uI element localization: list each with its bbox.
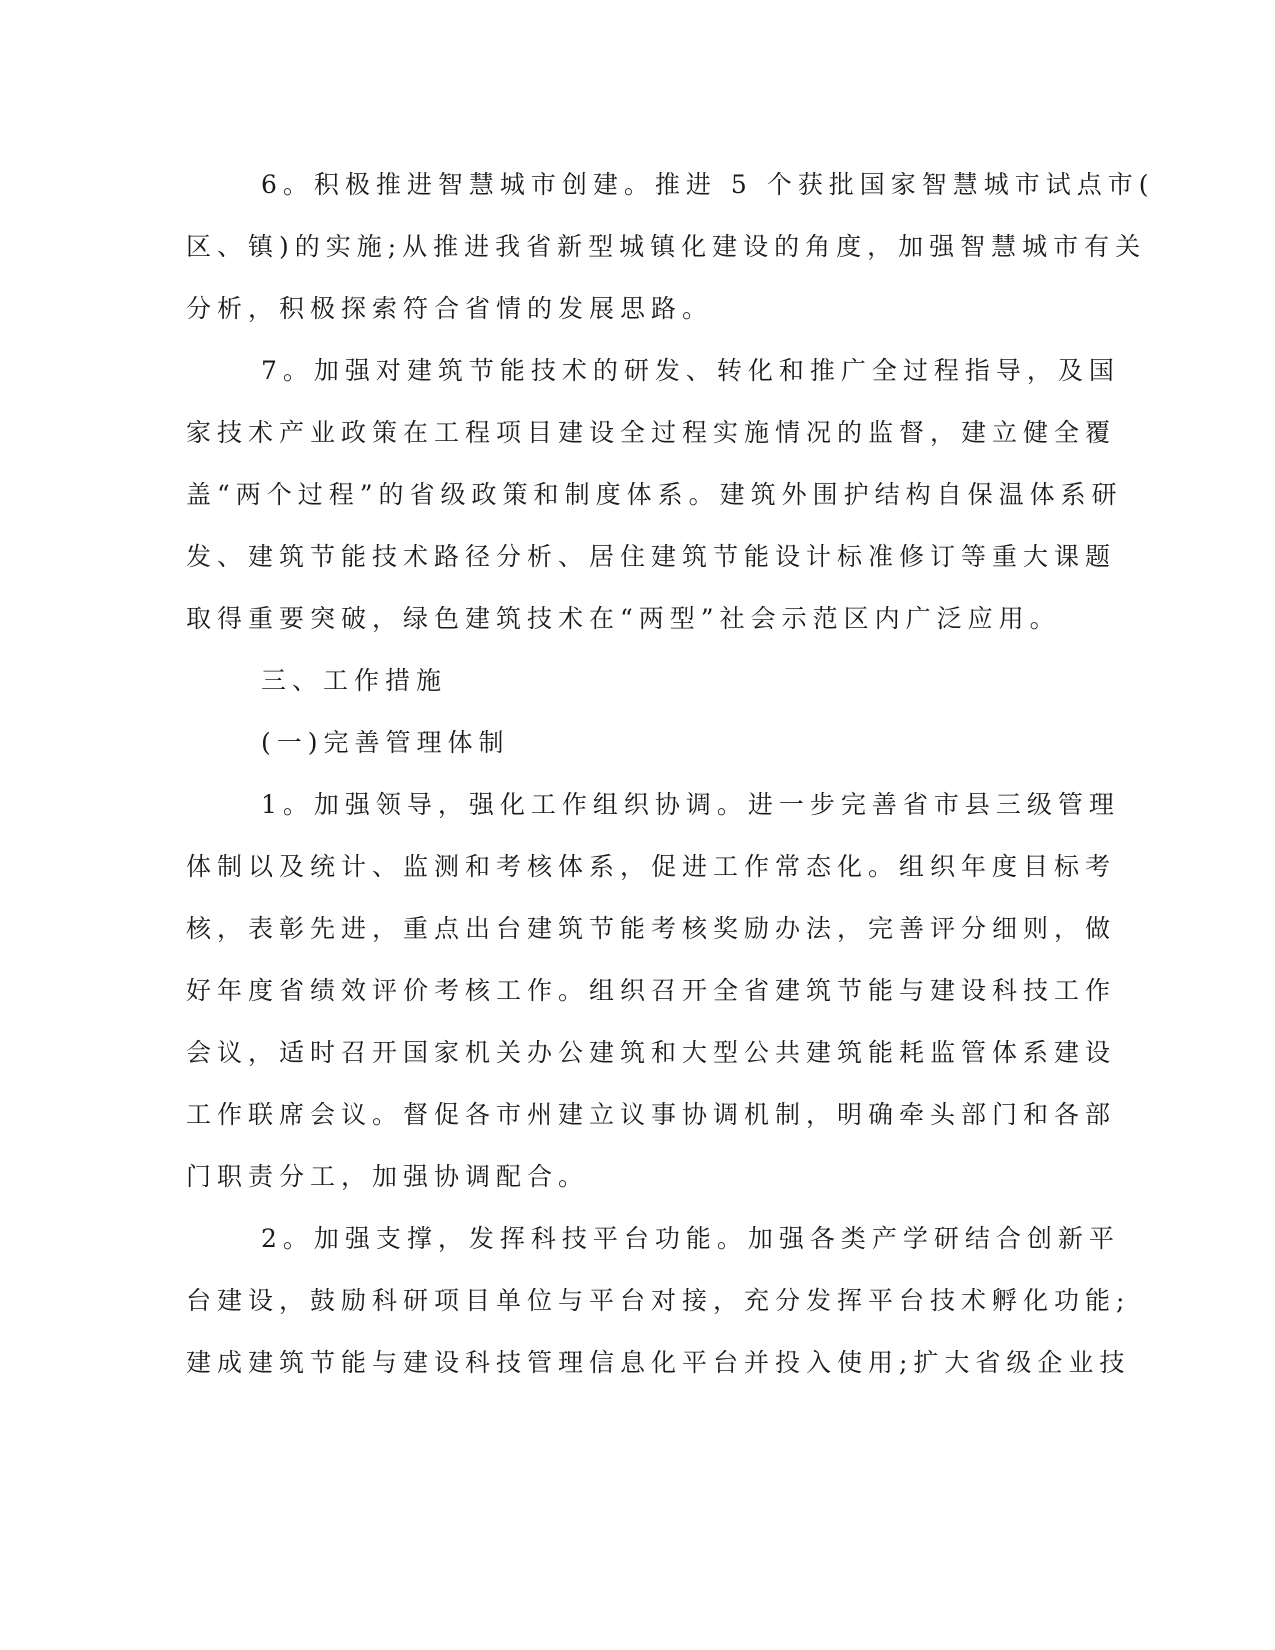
text-line: 6。积极推进智慧城市创建。推进 5 个获批国家智慧城市试点市( — [261, 170, 1155, 199]
subsection-heading — [186, 712, 1066, 774]
text-line: 7。加强对建筑节能技术的研发、转化和推广全过程指导，及国 — [261, 356, 1120, 385]
text-line: 建成建筑节能与建设科技管理信息化平台并投入使用;扩大省级企业技 — [186, 1348, 1131, 1377]
text-line: 好年度省绩效评价考核工作。组织召开全省建筑节能与建设科技工作 — [186, 976, 1117, 1005]
text-line: 家技术产业政策在工程项目建设全过程实施情况的监督，建立健全覆 — [186, 418, 1117, 447]
text-line: 会议，适时召开国家机关办公建筑和大型公共建筑能耗监管体系建设 — [186, 1038, 1117, 1067]
paragraph-measure-1 — [186, 774, 1120, 1208]
text-line: 1。加强领导，强化工作组织协调。进一步完善省市县三级管理 — [261, 790, 1120, 819]
text-line: 区、镇)的实施;从推进我省新型城镇化建设的角度，加强智慧城市有关 — [186, 232, 1147, 261]
document-body — [186, 154, 1155, 1394]
section-heading — [186, 650, 1066, 712]
text-line: 盖“两个过程”的省级政策和制度体系。建筑外围护结构自保温体系研 — [186, 480, 1123, 509]
paragraph-item-7 — [186, 340, 1123, 650]
text-line: 台建设，鼓励科研项目单位与平台对接，充分发挥平台技术孵化功能; — [186, 1286, 1131, 1315]
text-line: 体制以及统计、监测和考核体系，促进工作常态化。组织年度目标考 — [186, 852, 1117, 881]
text-line: 门职责分工，加强协调配合。 — [186, 1162, 590, 1191]
text-line: 2。加强支撑，发挥科技平台功能。加强各类产学研结合创新平 — [261, 1224, 1120, 1253]
text-line: 核，表彰先进，重点出台建筑节能考核奖励办法，完善评分细则，做 — [186, 914, 1117, 943]
text-line: 发、建筑节能技术路径分析、居住建筑节能设计标准修订等重大课题 — [186, 542, 1117, 571]
text-line: 取得重要突破，绿色建筑技术在“两型”社会示范区内广泛应用。 — [186, 604, 1061, 633]
heading-line: (一)完善管理体制 — [261, 728, 510, 757]
text-line: 工作联席会议。督促各市州建立议事协调机制，明确牵头部门和各部 — [186, 1100, 1117, 1129]
paragraph-measure-2 — [186, 1208, 1131, 1394]
text-line: 分析，积极探索符合省情的发展思路。 — [186, 294, 714, 323]
paragraph-item-6 — [186, 154, 1155, 340]
heading-line: 三、工作措施 — [261, 666, 448, 695]
